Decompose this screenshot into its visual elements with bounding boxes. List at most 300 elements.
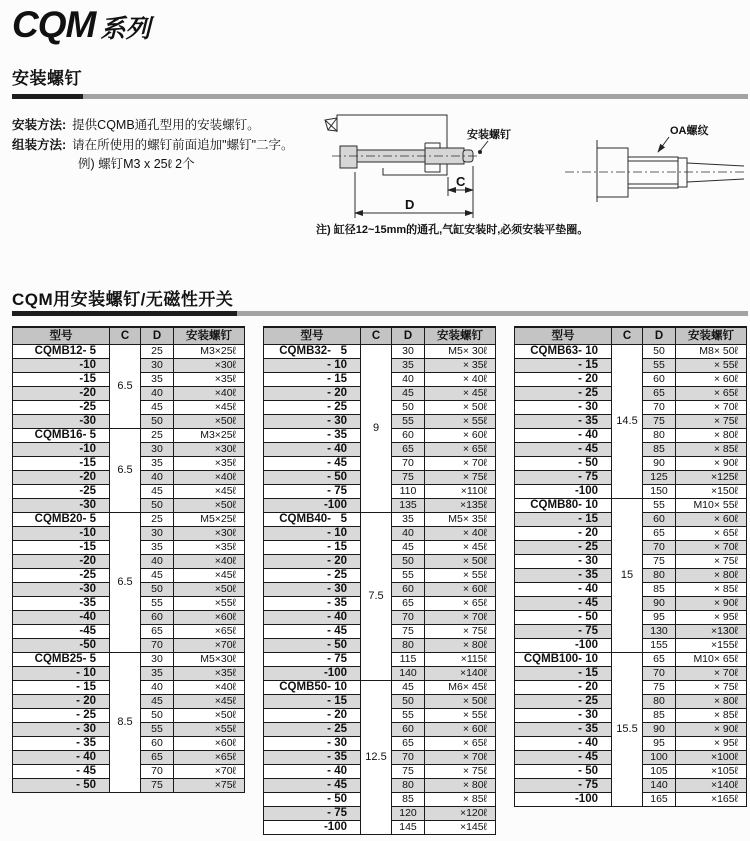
mounting-screw-cell: × 80ℓ: [676, 569, 747, 583]
model-cell: CQMB12- 5: [13, 345, 110, 359]
model-cell: - 40: [264, 765, 361, 779]
mounting-screw-cell: ×45ℓ: [174, 695, 245, 709]
model-cell: -20: [13, 471, 110, 485]
d-dimension-cell: 60: [392, 429, 425, 443]
column-header: 安装螺钉: [174, 327, 245, 345]
mounting-screw-cell: ×140ℓ: [676, 779, 747, 793]
d-dimension-cell: 95: [643, 737, 676, 751]
column-header: D: [141, 327, 174, 345]
c-dimension-cell: 6.5: [110, 513, 141, 653]
mounting-screw-cell: ×30ℓ: [174, 527, 245, 541]
d-dimension-cell: 120: [392, 807, 425, 821]
d-dimension-cell: 30: [141, 653, 174, 667]
model-cell: - 40: [515, 737, 612, 751]
mounting-screw-cell: × 70ℓ: [425, 751, 496, 765]
model-cell: - 20: [13, 695, 110, 709]
d-dimension-cell: 35: [141, 457, 174, 471]
install-method-text: 提供CQMB通孔型用的安装螺钉。: [72, 118, 260, 132]
model-cell: CQMB40- 5: [264, 513, 361, 527]
table-row: [13, 513, 245, 527]
mounting-screw-cell: × 65ℓ: [425, 737, 496, 751]
model-cell: - 50: [515, 765, 612, 779]
mounting-screw-cell: × 60ℓ: [425, 723, 496, 737]
d-dimension-cell: 80: [643, 569, 676, 583]
screw-head: [340, 146, 357, 168]
d-dimension-cell: 45: [141, 401, 174, 415]
d-dimension-cell: 75: [643, 681, 676, 695]
mounting-screw-cell: ×75ℓ: [174, 779, 245, 793]
d-dimension-cell: 60: [141, 737, 174, 751]
model-cell: - 45: [264, 779, 361, 793]
c-dimension-cell: 9: [361, 345, 392, 513]
model-cell: - 30: [13, 723, 110, 737]
d-dimension-cell: 50: [643, 345, 676, 359]
model-cell: - 35: [515, 569, 612, 583]
d-dimension-cell: 65: [643, 527, 676, 541]
model-cell: - 45: [515, 597, 612, 611]
mounting-screw-cell: × 50ℓ: [425, 555, 496, 569]
d-dimension-cell: 60: [392, 723, 425, 737]
spec-table-container-middle: [263, 326, 496, 835]
model-cell: - 30: [515, 401, 612, 415]
table-row: [264, 681, 496, 695]
mounting-screw-cell: × 70ℓ: [425, 611, 496, 625]
section-heading-screw-switch: CQM用安装螺钉/无磁性开关: [12, 290, 234, 309]
model-cell: CQMB25- 5: [13, 653, 110, 667]
model-cell: - 45: [264, 625, 361, 639]
model-cell: -15: [13, 457, 110, 471]
model-cell: -25: [13, 569, 110, 583]
mounting-screw-cell: ×125ℓ: [676, 471, 747, 485]
d-dimension-cell: 55: [392, 415, 425, 429]
mounting-screw-cell: ×50ℓ: [174, 709, 245, 723]
d-dimension-cell: 65: [643, 653, 676, 667]
d-dimension-cell: 55: [392, 709, 425, 723]
d-dimension-cell: 70: [141, 765, 174, 779]
mounting-screw-cell: ×45ℓ: [174, 485, 245, 499]
table-row: [13, 653, 245, 667]
section-heading-mounting-screw: 安装螺钉: [12, 69, 82, 88]
d-dimension-cell: 75: [141, 779, 174, 793]
model-cell: - 25: [264, 569, 361, 583]
c-dimension-cell: 15.5: [612, 653, 643, 807]
d-dimension-cell: 165: [643, 793, 676, 807]
mounting-screw-cell: × 60ℓ: [425, 429, 496, 443]
dimension-d-label: D: [405, 197, 415, 212]
d-dimension-cell: 65: [643, 387, 676, 401]
mounting-screw-cell: ×65ℓ: [174, 751, 245, 765]
d-dimension-cell: 150: [643, 485, 676, 499]
d-dimension-cell: 50: [392, 695, 425, 709]
model-cell: -30: [13, 415, 110, 429]
model-cell: - 25: [515, 695, 612, 709]
model-cell: - 50: [264, 639, 361, 653]
c-dimension-cell: 15: [612, 499, 643, 653]
model-cell: -25: [13, 485, 110, 499]
model-cell: - 35: [264, 751, 361, 765]
mounting-screw-cell: × 75ℓ: [676, 415, 747, 429]
model-cell: -100: [264, 499, 361, 513]
mounting-screw-cell: × 70ℓ: [676, 667, 747, 681]
model-cell: - 25: [515, 387, 612, 401]
d-dimension-cell: 50: [392, 401, 425, 415]
d-dimension-cell: 85: [392, 793, 425, 807]
model-cell: CQMB20- 5: [13, 513, 110, 527]
mounting-screw-cell: × 85ℓ: [425, 793, 496, 807]
model-cell: - 15: [13, 681, 110, 695]
model-cell: - 20: [264, 709, 361, 723]
d-dimension-cell: 40: [141, 555, 174, 569]
d-dimension-cell: 65: [392, 597, 425, 611]
mounting-screw-cell: ×70ℓ: [174, 765, 245, 779]
model-cell: - 20: [515, 373, 612, 387]
mounting-screw-cell: ×65ℓ: [174, 625, 245, 639]
model-cell: - 10: [13, 667, 110, 681]
mounting-screw-cell: ×45ℓ: [174, 401, 245, 415]
mounting-screw-cell: × 90ℓ: [676, 597, 747, 611]
series-name: CQM: [12, 4, 96, 45]
mounting-screw-cell: ×115ℓ: [425, 653, 496, 667]
model-cell: - 50: [515, 611, 612, 625]
series-suffix: 系列: [100, 15, 151, 43]
d-dimension-cell: 95: [643, 611, 676, 625]
model-cell: -10: [13, 527, 110, 541]
model-cell: - 15: [515, 359, 612, 373]
model-cell: - 30: [515, 709, 612, 723]
mounting-screw-cell: ×140ℓ: [425, 667, 496, 681]
mounting-screw-cell: × 85ℓ: [676, 583, 747, 597]
model-cell: - 30: [264, 737, 361, 751]
d-dimension-cell: 75: [392, 625, 425, 639]
model-cell: -15: [13, 541, 110, 555]
table-row: [264, 345, 496, 359]
spec-table: [514, 326, 747, 807]
mounting-screw-cell: × 55ℓ: [425, 415, 496, 429]
mounting-screw-cell: ×50ℓ: [174, 415, 245, 429]
mounting-screw-cell: ×40ℓ: [174, 471, 245, 485]
model-cell: - 35: [13, 737, 110, 751]
mounting-screw-cell: M3×25ℓ: [174, 429, 245, 443]
d-dimension-cell: 85: [643, 583, 676, 597]
mounting-screw-cell: × 70ℓ: [676, 541, 747, 555]
c-dimension-cell: 14.5: [612, 345, 643, 499]
screw-callout-label: 安装螺钉: [467, 129, 511, 141]
mounting-screw-cell: × 85ℓ: [676, 709, 747, 723]
d-dimension-cell: 35: [141, 541, 174, 555]
d-dimension-cell: 40: [392, 527, 425, 541]
mounting-screw-cell: × 55ℓ: [425, 569, 496, 583]
mounting-screw-cell: × 65ℓ: [425, 597, 496, 611]
model-cell: - 75: [264, 485, 361, 499]
d-dimension-cell: 70: [643, 401, 676, 415]
model-cell: -100: [515, 639, 612, 653]
mounting-screw-cell: ×100ℓ: [676, 751, 747, 765]
d-dimension-cell: 80: [643, 695, 676, 709]
mounting-screw-cell: ×60ℓ: [174, 737, 245, 751]
model-cell: -25: [13, 401, 110, 415]
model-cell: CQMB80- 10: [515, 499, 612, 513]
model-cell: CQMB100- 10: [515, 653, 612, 667]
model-cell: -40: [13, 611, 110, 625]
model-cell: - 25: [13, 709, 110, 723]
assembly-method-text: 请在所使用的螺钉前面追加"螺钉"二字。: [72, 137, 294, 152]
spec-table: [263, 326, 496, 835]
d-dimension-cell: 85: [643, 709, 676, 723]
d-dimension-cell: 130: [643, 625, 676, 639]
column-header: 安装螺钉: [676, 327, 747, 345]
model-cell: -100: [515, 485, 612, 499]
table-row: [264, 513, 496, 527]
d-dimension-cell: 70: [643, 541, 676, 555]
model-cell: - 25: [515, 541, 612, 555]
d-dimension-cell: 40: [141, 471, 174, 485]
section-divider: [12, 311, 748, 316]
column-header: D: [392, 327, 425, 345]
d-dimension-cell: 65: [141, 751, 174, 765]
model-cell: CQMB63- 10: [515, 345, 612, 359]
d-dimension-cell: 80: [643, 429, 676, 443]
model-cell: - 20: [264, 387, 361, 401]
mounting-screw-cell: ×30ℓ: [174, 443, 245, 457]
model-cell: CQMB50- 10: [264, 681, 361, 695]
column-header: 型号: [515, 327, 612, 345]
divider-dark-segment: [12, 311, 237, 316]
d-dimension-cell: 135: [392, 499, 425, 513]
mounting-screw-cell: ×45ℓ: [174, 569, 245, 583]
d-dimension-cell: 65: [392, 737, 425, 751]
page-title: [12, 4, 150, 46]
model-cell: - 30: [515, 555, 612, 569]
mounting-screw-cell: ×155ℓ: [676, 639, 747, 653]
model-cell: -35: [13, 597, 110, 611]
install-instructions: [12, 116, 294, 175]
mounting-screw-cell: × 65ℓ: [676, 387, 747, 401]
column-header: D: [643, 327, 676, 345]
mounting-screw-cell: × 70ℓ: [676, 401, 747, 415]
model-cell: - 75: [515, 779, 612, 793]
d-dimension-cell: 80: [392, 639, 425, 653]
model-cell: - 40: [515, 583, 612, 597]
model-cell: - 20: [264, 555, 361, 569]
model-cell: -20: [13, 555, 110, 569]
model-cell: -100: [264, 821, 361, 835]
d-dimension-cell: 55: [643, 499, 676, 513]
c-dimension-cell: 12.5: [361, 681, 392, 835]
c-dimension-cell: 7.5: [361, 513, 392, 681]
model-cell: -100: [264, 667, 361, 681]
d-dimension-cell: 50: [392, 555, 425, 569]
mounting-screw-cell: ×55ℓ: [174, 723, 245, 737]
example-line: 例) 螺钉M3 x 25ℓ 2个: [78, 157, 195, 171]
d-dimension-cell: 65: [392, 443, 425, 457]
mounting-screw-cell: ×55ℓ: [174, 597, 245, 611]
d-dimension-cell: 25: [141, 429, 174, 443]
model-cell: -30: [13, 583, 110, 597]
d-dimension-cell: 90: [643, 597, 676, 611]
model-cell: - 35: [515, 415, 612, 429]
mounting-screw-cell: ×145ℓ: [425, 821, 496, 835]
model-cell: - 50: [13, 779, 110, 793]
d-dimension-cell: 30: [141, 527, 174, 541]
mounting-screw-cell: × 65ℓ: [425, 443, 496, 457]
mounting-screw-cell: ×130ℓ: [676, 625, 747, 639]
d-dimension-cell: 55: [392, 569, 425, 583]
assembly-method-line: [12, 136, 294, 156]
d-dimension-cell: 50: [141, 583, 174, 597]
mounting-screw-cell: ×35ℓ: [174, 373, 245, 387]
d-dimension-cell: 90: [643, 723, 676, 737]
d-dimension-cell: 40: [392, 373, 425, 387]
mounting-screw-cell: ×135ℓ: [425, 499, 496, 513]
mounting-screw-cell: × 40ℓ: [425, 527, 496, 541]
d-dimension-cell: 60: [643, 373, 676, 387]
model-cell: -10: [13, 359, 110, 373]
d-dimension-cell: 25: [141, 345, 174, 359]
model-cell: - 45: [515, 751, 612, 765]
mounting-screw-cell: × 55ℓ: [676, 359, 747, 373]
d-dimension-cell: 45: [141, 569, 174, 583]
mounting-screw-cell: × 95ℓ: [676, 611, 747, 625]
d-dimension-cell: 40: [141, 681, 174, 695]
mounting-screw-cell: × 50ℓ: [425, 695, 496, 709]
d-dimension-cell: 30: [392, 345, 425, 359]
d-dimension-cell: 115: [392, 653, 425, 667]
leader-dot: [478, 150, 482, 154]
model-cell: - 75: [515, 471, 612, 485]
mounting-screw-cell: ×120ℓ: [425, 807, 496, 821]
assembly-method-label: 组装方法:: [12, 137, 67, 152]
mounting-screw-cell: × 50ℓ: [425, 401, 496, 415]
model-cell: - 50: [264, 793, 361, 807]
d-dimension-cell: 50: [141, 415, 174, 429]
model-cell: - 75: [264, 807, 361, 821]
model-cell: - 35: [264, 597, 361, 611]
d-dimension-cell: 155: [643, 639, 676, 653]
oa-thread-label: OA螺纹: [670, 125, 709, 137]
d-dimension-cell: 125: [643, 471, 676, 485]
install-method-line: [12, 116, 294, 136]
table-row: [515, 345, 747, 359]
model-cell: -100: [515, 793, 612, 807]
d-dimension-cell: 70: [643, 667, 676, 681]
column-header: C: [612, 327, 643, 345]
mounting-screw-cell: × 45ℓ: [425, 541, 496, 555]
c-dimension-cell: 6.5: [110, 429, 141, 513]
d-dimension-cell: 100: [643, 751, 676, 765]
d-dimension-cell: 75: [392, 471, 425, 485]
d-dimension-cell: 35: [392, 513, 425, 527]
d-dimension-cell: 70: [392, 751, 425, 765]
mounting-screw-cell: ×35ℓ: [174, 457, 245, 471]
d-dimension-cell: 25: [141, 513, 174, 527]
mounting-screw-cell: × 75ℓ: [425, 625, 496, 639]
spec-table: [12, 326, 245, 793]
model-cell: - 15: [264, 373, 361, 387]
d-dimension-cell: 70: [392, 611, 425, 625]
mounting-screw-cell: M5× 30ℓ: [425, 345, 496, 359]
model-cell: - 45: [515, 443, 612, 457]
d-dimension-cell: 110: [392, 485, 425, 499]
mounting-screw-cell: × 80ℓ: [676, 695, 747, 709]
model-cell: - 50: [264, 471, 361, 485]
model-cell: - 20: [515, 527, 612, 541]
d-dimension-cell: 55: [643, 359, 676, 373]
model-cell: - 20: [515, 681, 612, 695]
mounting-screw-cell: × 65ℓ: [676, 527, 747, 541]
d-dimension-cell: 105: [643, 765, 676, 779]
through-hole-section-view: [325, 115, 511, 218]
d-dimension-cell: 35: [141, 373, 174, 387]
model-cell: - 75: [264, 653, 361, 667]
mounting-screw-cell: × 80ℓ: [425, 779, 496, 793]
mounting-screw-diagram: [292, 98, 750, 220]
divider-dark-segment: [12, 94, 83, 99]
mounting-screw-cell: ×30ℓ: [174, 359, 245, 373]
d-dimension-cell: 35: [392, 359, 425, 373]
mounting-screw-cell: × 45ℓ: [425, 387, 496, 401]
table-row: [515, 499, 747, 513]
d-dimension-cell: 60: [141, 611, 174, 625]
mounting-screw-cell: ×35ℓ: [174, 667, 245, 681]
mounting-screw-cell: × 95ℓ: [676, 737, 747, 751]
model-cell: -10: [13, 443, 110, 457]
model-cell: - 25: [264, 723, 361, 737]
d-dimension-cell: 45: [141, 485, 174, 499]
mounting-screw-cell: M3×25ℓ: [174, 345, 245, 359]
mounting-screw-cell: × 60ℓ: [676, 373, 747, 387]
mounting-screw-cell: M10× 65ℓ: [676, 653, 747, 667]
mounting-screw-cell: ×70ℓ: [174, 639, 245, 653]
d-dimension-cell: 75: [643, 415, 676, 429]
mounting-screw-cell: × 35ℓ: [425, 359, 496, 373]
d-dimension-cell: 55: [141, 723, 174, 737]
d-dimension-cell: 70: [392, 457, 425, 471]
model-cell: -30: [13, 499, 110, 513]
model-cell: - 10: [264, 527, 361, 541]
dimension-c-label: C: [456, 174, 466, 189]
model-cell: - 40: [264, 611, 361, 625]
model-cell: - 10: [264, 359, 361, 373]
install-method-label: 安装方法:: [12, 118, 67, 132]
model-cell: - 50: [515, 457, 612, 471]
d-dimension-cell: 145: [392, 821, 425, 835]
mounting-screw-cell: ×110ℓ: [425, 485, 496, 499]
model-cell: CQMB16- 5: [13, 429, 110, 443]
mounting-screw-cell: M8× 50ℓ: [676, 345, 747, 359]
mounting-screw-cell: ×50ℓ: [174, 499, 245, 513]
column-header: 型号: [264, 327, 361, 345]
mounting-screw-cell: × 80ℓ: [425, 639, 496, 653]
model-cell: - 15: [515, 513, 612, 527]
d-dimension-cell: 45: [141, 695, 174, 709]
mounting-screw-cell: × 40ℓ: [425, 373, 496, 387]
d-dimension-cell: 60: [392, 583, 425, 597]
mounting-screw-cell: ×40ℓ: [174, 555, 245, 569]
mounting-screw-cell: ×40ℓ: [174, 387, 245, 401]
model-cell: - 45: [264, 457, 361, 471]
model-cell: - 30: [264, 415, 361, 429]
mounting-screw-cell: ×165ℓ: [676, 793, 747, 807]
model-cell: - 35: [264, 429, 361, 443]
d-dimension-cell: 70: [141, 639, 174, 653]
d-dimension-cell: 140: [643, 779, 676, 793]
mounting-screw-cell: × 70ℓ: [425, 457, 496, 471]
c-dimension-cell: 8.5: [110, 653, 141, 793]
divider-grey-segment: [237, 311, 748, 316]
d-dimension-cell: 45: [392, 387, 425, 401]
mounting-screw-cell: M5×25ℓ: [174, 513, 245, 527]
d-dimension-cell: 45: [392, 541, 425, 555]
